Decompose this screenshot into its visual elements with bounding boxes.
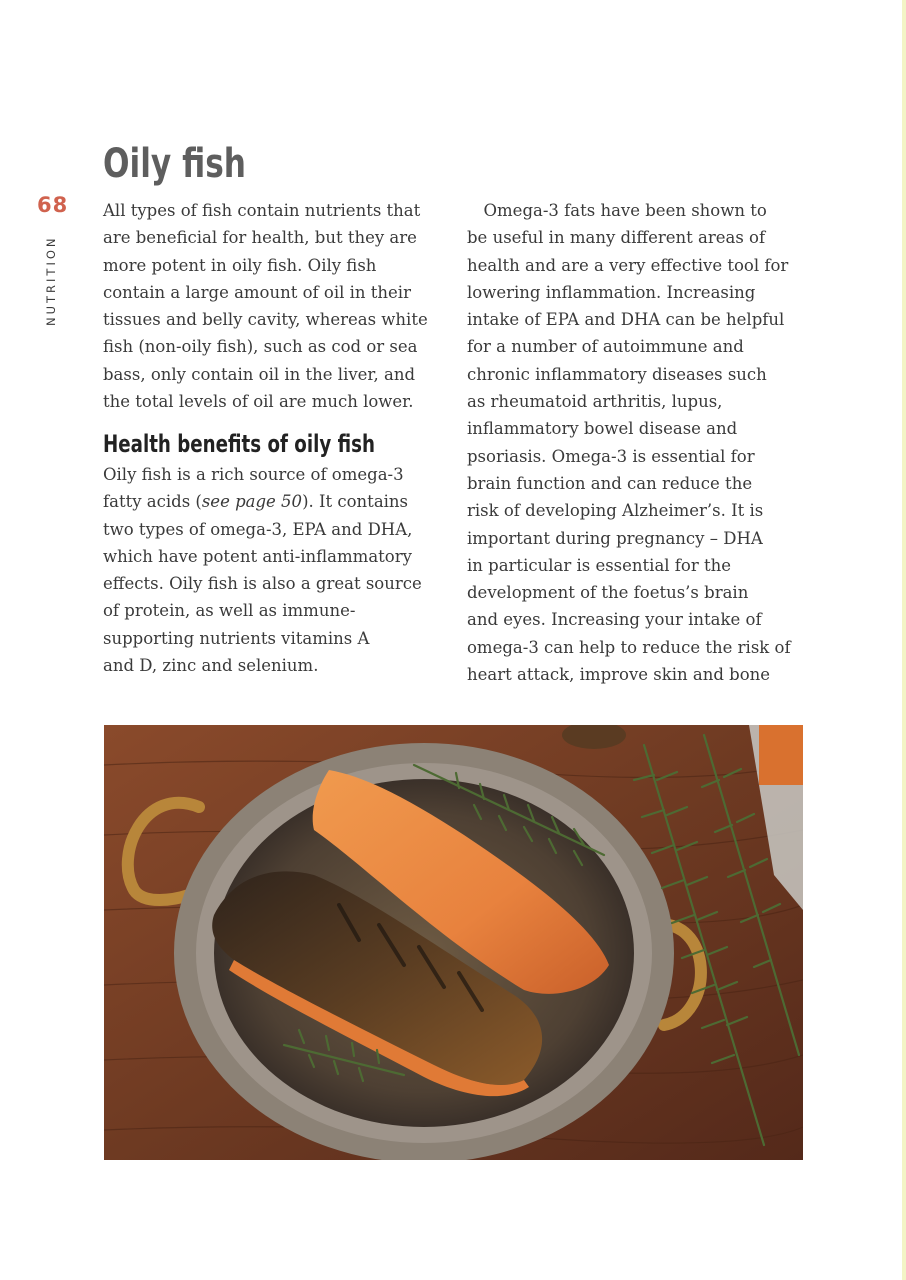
text-line: Oily fish is a rich source of omega-3 bbox=[103, 465, 404, 484]
text-line: for a number of autoimmune and bbox=[467, 337, 744, 357]
text-segment: fatty acids ( bbox=[103, 492, 202, 512]
text-line: two types of omega-3, EPA and DHA, bbox=[103, 519, 413, 539]
running-head-section: NUTRITION bbox=[44, 235, 58, 326]
section-subheading: Health benefits of oily fish bbox=[103, 430, 375, 458]
text-line: chronic inflammatory diseases such bbox=[467, 364, 767, 384]
text-line bbox=[103, 488, 422, 515]
text-line: and eyes. Increasing your intake of bbox=[467, 610, 762, 630]
text-line: be useful in many different areas of bbox=[467, 228, 766, 248]
text-line: psoriasis. Omega-3 is essential for bbox=[467, 446, 755, 466]
text-line: lowering inflammation. Increasing bbox=[467, 282, 756, 302]
text-line: bass, only contain oil in the liver, and bbox=[103, 364, 416, 384]
text-line: Omega-3 fats have been shown to bbox=[467, 201, 767, 220]
page-title: Oily fish bbox=[103, 141, 247, 187]
text-line: more potent in oily fish. Oily fish bbox=[103, 255, 377, 275]
text-line: as rheumatoid arthritis, lupus, bbox=[467, 392, 723, 412]
text-segment: ). It contains bbox=[302, 492, 409, 512]
text-line: which have potent anti-inflammatory bbox=[103, 546, 412, 566]
omega-3-paragraph bbox=[467, 197, 791, 688]
text-line: inflammatory bowel disease and bbox=[467, 419, 738, 439]
text-line: tissues and belly cavity, whereas white bbox=[103, 310, 428, 330]
page-edge-strip bbox=[902, 0, 906, 1280]
salmon-corner-piece bbox=[759, 725, 803, 785]
text-line: intake of EPA and DHA can be helpful bbox=[467, 310, 785, 330]
text-line: risk of developing Alzheimer’s. It is bbox=[467, 501, 764, 521]
text-line: brain function and can reduce the bbox=[467, 473, 753, 493]
page-number: 68 bbox=[37, 193, 69, 217]
text-line: effects. Oily fish is also a great source bbox=[103, 574, 422, 594]
text-line: and D, zinc and selenium. bbox=[103, 656, 319, 676]
text-line: in particular is essential for the bbox=[467, 555, 731, 575]
text-line: are beneficial for health, but they are bbox=[103, 228, 417, 248]
text-line: contain a large amount of oil in their bbox=[103, 282, 411, 302]
benefits-paragraph bbox=[103, 461, 422, 679]
text-line: important during pregnancy – DHA bbox=[467, 528, 763, 548]
text-line: All types of fish contain nutrients that bbox=[103, 201, 421, 220]
text-line: fish (non-oily fish), such as cod or sea bbox=[103, 337, 418, 357]
text-line: omega-3 can help to reduce the risk of bbox=[467, 637, 791, 657]
intro-paragraph bbox=[103, 197, 428, 415]
text-line: of protein, as well as immune- bbox=[103, 601, 356, 621]
page-reference: see page 50 bbox=[201, 492, 303, 512]
text-line: development of the foetus’s brain bbox=[467, 583, 749, 603]
text-line: supporting nutrients vitamins A bbox=[103, 628, 370, 648]
text-line: the total levels of oil are much lower. bbox=[103, 392, 414, 412]
text-line: heart attack, improve skin and bone bbox=[467, 665, 771, 685]
salmon-pan-photo bbox=[104, 725, 803, 1160]
text-line: health and are a very effective tool for bbox=[467, 255, 789, 275]
